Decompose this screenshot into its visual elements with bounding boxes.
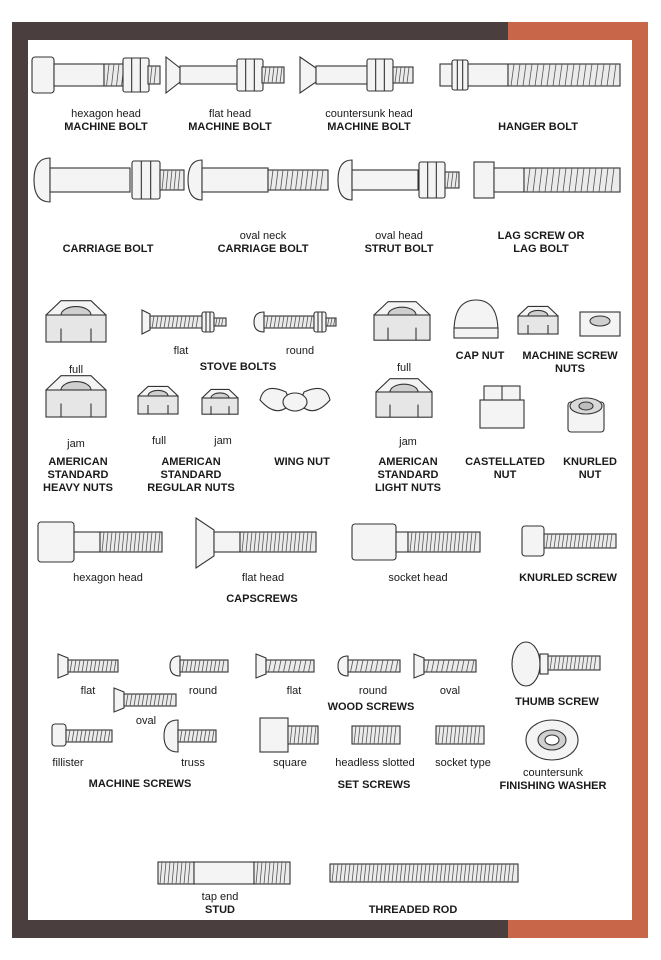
lag-head (474, 162, 494, 198)
flat-machine-bolt-label (166, 108, 294, 134)
heavy-jam-nut-label (48, 438, 104, 451)
ss-square-head (260, 718, 288, 752)
label-line: flat (173, 345, 189, 357)
ovalneck-head (188, 160, 202, 200)
cap-nut (454, 300, 498, 332)
capscrew-socket-label (368, 572, 468, 585)
set-screws-label (326, 779, 422, 792)
label-line: LAG BOLT (513, 243, 569, 255)
machine-screw-nuts-label (516, 350, 624, 376)
carriage-head (34, 158, 50, 202)
label-line: KNURLED (563, 456, 617, 468)
capscrew-hex-label (58, 572, 158, 585)
label-line: AMERICAN (48, 456, 108, 468)
stove-bolt-round-label (272, 345, 328, 358)
label-line: NUT (578, 469, 602, 481)
label-line: flat head (208, 108, 252, 120)
capscrew-flat-head (196, 518, 214, 568)
lag-screw-label (478, 230, 604, 256)
label-line: MACHINE SCREW (522, 350, 618, 362)
castellated-nut (480, 400, 524, 428)
hex-machine-bolt-label (46, 108, 166, 134)
label-line: round (358, 685, 388, 697)
machine-screws-label (72, 778, 208, 791)
stove-flat-nut (202, 312, 214, 332)
label-line: round (188, 685, 218, 697)
thumb-screw-head (512, 642, 540, 686)
capscrews-label (212, 593, 312, 606)
hanger-nut (452, 60, 468, 90)
label-line: NUTS (555, 363, 585, 375)
label-line: flat (286, 685, 302, 697)
ws-oval-head (414, 654, 424, 678)
label-line: KNURLED SCREW (519, 572, 617, 584)
machine-screw-fillister-label (40, 757, 96, 770)
castellated-nut-label (458, 456, 552, 482)
hanger-bolt-label (468, 121, 608, 134)
label-line: socket type (435, 757, 491, 769)
label-line: jam (67, 438, 85, 450)
countersunk-machine-bolt-label (296, 108, 442, 134)
light-jam-nut-label (374, 436, 442, 449)
stove-flat-head (142, 310, 150, 334)
label-line: FINISHING WASHER (499, 780, 607, 792)
label-line: HANGER BOLT (498, 121, 578, 133)
label-line: CASTELLATED (465, 456, 545, 468)
label-line: REGULAR NUTS (147, 482, 235, 494)
label-line: STANDARD (47, 469, 109, 481)
regular-jam-nut-label (198, 435, 248, 448)
thumb-screw-label (504, 696, 610, 709)
regular-full-nut-label (134, 435, 184, 448)
stove-round-nut (314, 312, 326, 332)
threaded-rod-label (358, 904, 468, 917)
machine-screw-truss-label (168, 757, 218, 770)
label-line: AMERICAN (378, 456, 438, 468)
label-line: STUD (205, 904, 235, 916)
wing-nut-label (260, 456, 344, 469)
ws-flat-head (256, 654, 266, 678)
label-line: truss (181, 757, 205, 769)
label-line: THREADED ROD (368, 904, 458, 916)
finishing-washer-label (494, 767, 612, 793)
machine-screw-oval-label (126, 715, 166, 728)
set-screw-square-label (262, 757, 318, 770)
label-line: full (151, 435, 167, 447)
label-line: STANDARD (377, 469, 439, 481)
regular-nuts-label (138, 456, 244, 495)
carriage-nut (132, 161, 160, 199)
ms-fillister-head (52, 724, 66, 746)
csk-bolt-nut (367, 59, 393, 91)
label-line: CAP NUT (455, 350, 505, 362)
ms-oval-head (114, 688, 124, 712)
fasteners-chart-panel (28, 40, 632, 920)
strut-head (338, 160, 352, 200)
label-line: flat head (241, 572, 285, 584)
machine-screw-round-label (178, 685, 228, 698)
label-line: HEAVY NUTS (43, 482, 113, 494)
label-line: MACHINE BOLT (64, 121, 148, 133)
label-line: MACHINE SCREWS (88, 778, 192, 790)
hex-bolt-head (32, 57, 54, 93)
stove-bolts-label (188, 361, 288, 374)
flat-bolt-head (166, 57, 180, 93)
strut-bolt-label (334, 230, 464, 256)
ms-truss-head (164, 720, 178, 752)
capscrew-flat-label (218, 572, 308, 585)
label-line: headless slotted (335, 757, 415, 769)
label-line: STOVE BOLTS (199, 361, 277, 373)
label-line: WING NUT (274, 456, 330, 468)
set-screw-headless-label (326, 757, 424, 770)
tap-end-stud-label (186, 891, 254, 917)
label-line: oval (439, 685, 461, 697)
label-line: countersunk (523, 767, 583, 779)
machine-screw-flat-label (68, 685, 108, 698)
heavy-full-nut-label (48, 364, 104, 377)
csk-bolt-head (300, 57, 316, 93)
label-line: CARRIAGE BOLT (217, 243, 309, 255)
strut-nut (419, 162, 445, 198)
label-line: AMERICAN (161, 456, 221, 468)
hex-bolt-nut (123, 58, 149, 92)
wood-screws-label (320, 701, 422, 714)
light-nuts-label (362, 456, 454, 495)
knurled-screw-head (522, 526, 544, 556)
ws-round-head (338, 656, 348, 676)
label-line: WOOD SCREWS (327, 701, 415, 713)
ms-flat-head (58, 654, 68, 678)
label-line: oval (135, 715, 157, 727)
label-line: THUMB SCREW (515, 696, 599, 708)
label-line: full (68, 364, 84, 376)
cap-nut-label (446, 350, 514, 363)
label-line: LIGHT NUTS (375, 482, 441, 494)
knurled-nut-label (554, 456, 626, 482)
set-screw-socket-label (426, 757, 500, 770)
wood-screw-round-label (350, 685, 396, 698)
capscrew-hex-head (38, 522, 74, 562)
carriage-bolt-label (38, 243, 178, 256)
label-line: hexagon head (71, 108, 141, 120)
label-line: socket head (388, 572, 448, 584)
capscrew-socket-head (352, 524, 396, 560)
label-line: round (285, 345, 315, 357)
label-line: SET SCREWS (337, 779, 411, 791)
light-full-nut-label (374, 362, 434, 375)
heavy-nuts-label (32, 456, 124, 495)
label-line: MACHINE BOLT (327, 121, 411, 133)
knurled-screw-label (504, 572, 632, 585)
label-line: hexagon head (73, 572, 143, 584)
label-line: CAPSCREWS (226, 593, 298, 605)
label-line: STANDARD (160, 469, 222, 481)
label-line: CARRIAGE BOLT (62, 243, 154, 255)
stove-bolt-flat-label (156, 345, 206, 358)
ms-round-head (170, 656, 180, 676)
label-line: STRUT BOLT (364, 243, 434, 255)
wood-screw-oval-label (430, 685, 470, 698)
stove-round-head (254, 312, 264, 332)
label-line: square (273, 757, 307, 769)
label-line: flat (80, 685, 96, 697)
label-line: countersunk head (325, 108, 413, 120)
oval-neck-carriage-bolt-label (190, 230, 336, 256)
label-line: jam (214, 435, 232, 447)
flat-bolt-nut (237, 59, 263, 91)
label-line: NUT (493, 469, 517, 481)
label-line: jam (399, 436, 417, 448)
label-line: oval neck (239, 230, 287, 242)
label-line: tap end (201, 891, 239, 903)
label-line: MACHINE BOLT (188, 121, 272, 133)
label-line: fillister (52, 757, 84, 769)
label-line: full (396, 362, 412, 374)
label-line: oval head (375, 230, 423, 242)
wood-screw-flat-label (276, 685, 312, 698)
label-line: LAG SCREW OR (497, 230, 585, 242)
